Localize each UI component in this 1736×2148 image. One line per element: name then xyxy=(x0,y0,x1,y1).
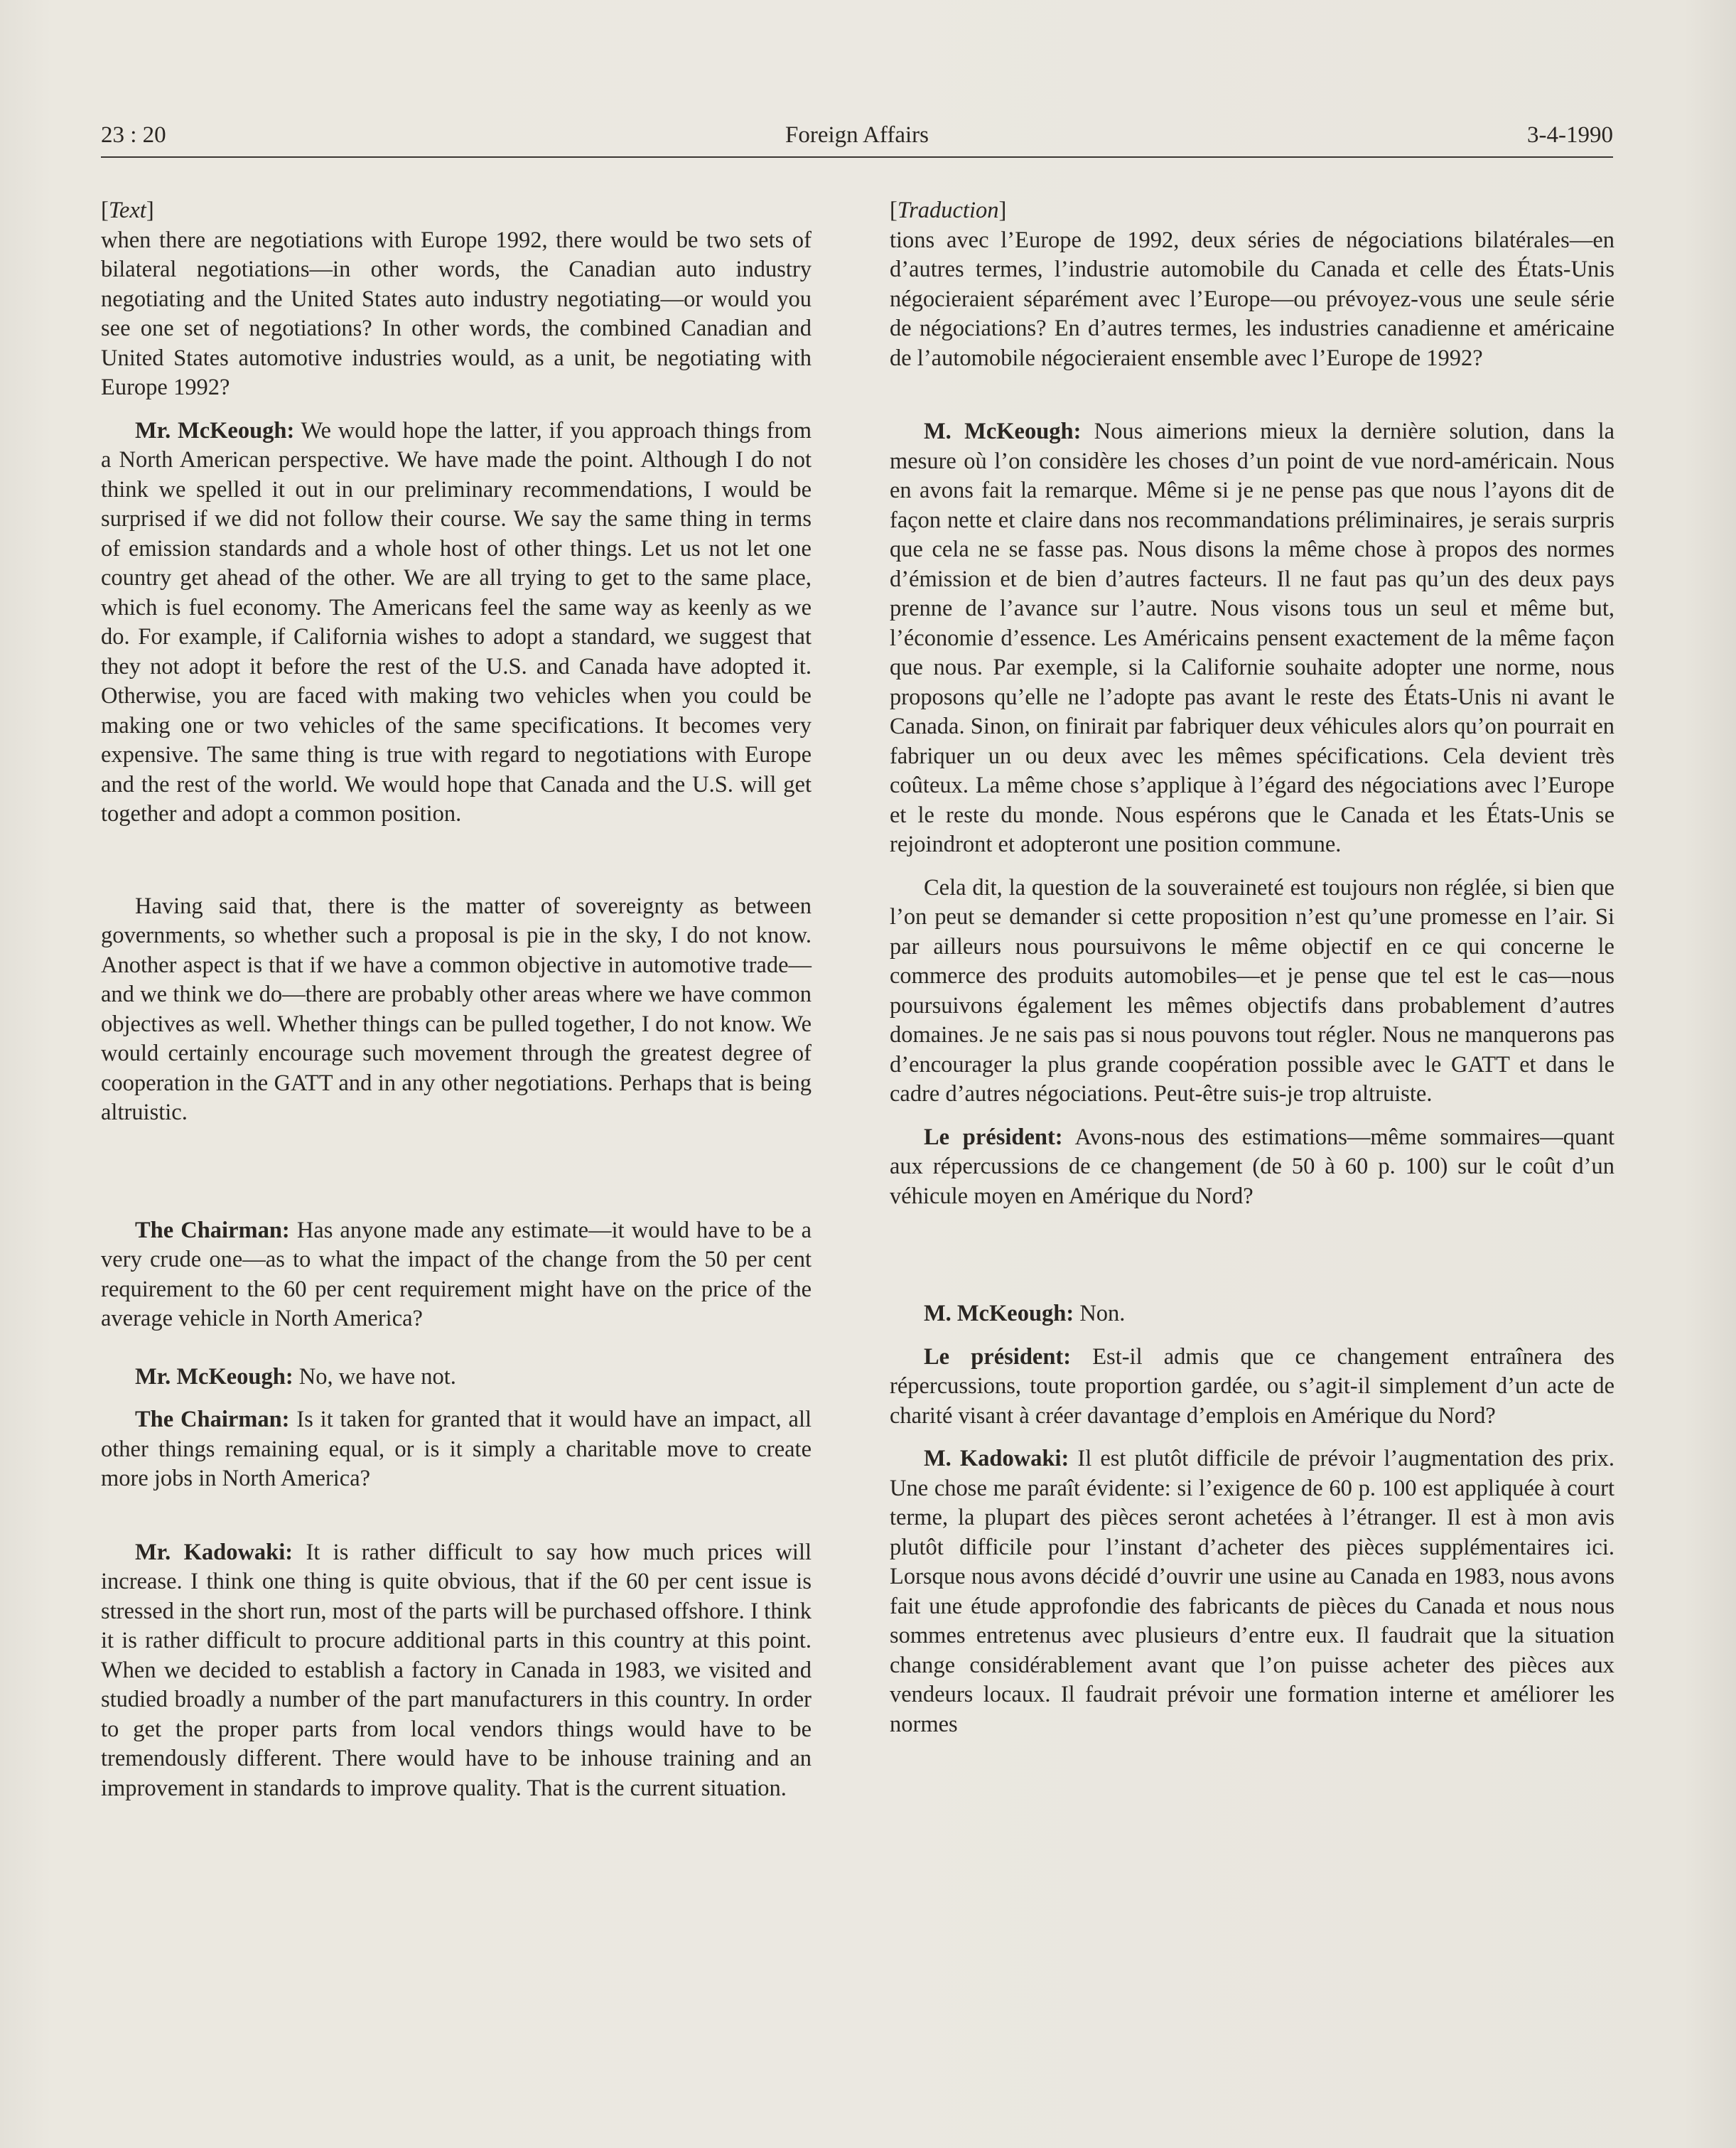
speaker-name: Mr. Kadowaki: xyxy=(135,1539,293,1565)
sitting-date: 3-4-1990 xyxy=(1527,122,1613,148)
paragraph: tions avec l’Europe de 1992, deux séries de négociations bilatérales—en d’autres termes, l’industrie automobile du Canada et celle des États-Unis négocieraient séparément avec l’Europe—ou prévoyez-vous une seule série de négociations? En d’autres termes, les industries canadienne et américaine de l’automobile négocieraient ensemble avec l’Europe de 1992? xyxy=(890,227,1614,371)
speaker-name: M. Kadowaki: xyxy=(924,1446,1069,1471)
header-rule xyxy=(101,156,1613,158)
speaker-name: The Chairman: xyxy=(135,1217,290,1243)
english-column xyxy=(101,196,812,1803)
speaker-name: The Chairman: xyxy=(135,1407,290,1432)
paragraph: Having said that, there is the matter of sovereignty as between governments, so whether such a proposal is pie in the sky, I do not know. Another aspect is that if we have a common objective in automotive trade—and we think we do—there are probably other areas where we have common objectives as well. Whether things can be pulled together, I do not know. We would certainly encourage such movement through the greatest degree of cooperation in the GATT and in any other negotiations. Perhaps that is being altruistic. xyxy=(101,893,812,1125)
page-number: 23 : 20 xyxy=(101,122,166,148)
paragraph: The Chairman: Has anyone made any estimate—it would have to be a very crude one—as to what the impact of the change from the 50 per cent requirement to the 60 per cent requirement might have on the price of the average vehicle in North America? xyxy=(101,1217,812,1331)
column-label: [Traduction] xyxy=(890,198,1007,223)
paragraph: Mr. McKeough: No, we have not. xyxy=(135,1363,456,1390)
paragraph: M. McKeough: Non. xyxy=(924,1301,1126,1326)
paragraph: Le président: Est-il admis que ce changement entraînera des répercussions, toute proportion gardée, ou s’agit-il simplement d’un acte de charité visant à créer davantage d’emplois en Amérique du Nord? xyxy=(890,1343,1614,1429)
speaker-name: Le président: xyxy=(924,1343,1072,1370)
column-label: [Text] xyxy=(101,198,154,223)
paragraph: Mr. McKeough: We would hope the latter, if you approach things from a North American perspective. We have made the point. Although I do not think we spelled it out in our preliminary recommendations, I would be surprised if we did not follow their course. We say the same thing in terms of emission standards and a whole host of other things. Let us not let one country get ahead of the other. We are all trying to get to the same place, which is fuel economy. The Americans feel the same way as keenly as we do. For example, if California wishes to adopt a standard, we suggest that they not adopt it before the rest of the U.S. and Canada have adopted it. Otherwise, you are faced with making two vehicles when you could be making one or two vehicles of the same specifications. It becomes very expensive. The same thing is true with regard to negotiations with Europe and the rest of the world. We would hope that Canada and the U.S. will get together and adopt a common position. xyxy=(101,417,812,827)
page-header xyxy=(101,122,1613,156)
paragraph: Le président: Avons-nous des estimations—même sommaires—quant aux répercussions de ce changement (de 50 à 60 p. 100) sur le coût d’un véhicule moyen en Amérique du Nord? xyxy=(890,1124,1614,1209)
paragraph: Mr. Kadowaki: It is rather difficult to say how much prices will increase. I think one thing is quite obvious, that if the 60 per cent issue is stressed in the short run, most of the parts will be purchased offshore. I think it is rather difficult to procure additional parts in this country at this point. When we decided to establish a factory in Canada in 1983, we visited and studied broadly a number of the part manufacturers in this country. In order to get the proper parts from local vendors things would have to be tremendously different. There would have to be inhouse training and an improvement in standards to improve quality. That is the current situation. xyxy=(101,1539,812,1801)
paragraph: M. Kadowaki: Il est plutôt difficile de prévoir l’augmentation des prix. Une chose me paraît évidente: si l’exigence de 60 p. 100 est appliquée à court terme, la plupart des pièces seront achetées à l’étranger. Il est à mon avis plutôt difficile pour l’instant d’acheter des pièces supplémentaires ici. Lorsque nous avons décidé d’ouvrir une usine au Canada en 1983, nous avons fait une étude approfondie des fabricants de pièces du Canada et nous nous sommes entretenus avec plusieurs d’entre eux. Il faudrait que la situation change considérablement avant que l’on puisse acheter des pièces aux vendeurs locaux. Il faudrait prévoir une formation interne et améliorer les normes xyxy=(890,1446,1614,1737)
paragraph: Cela dit, la question de la souveraineté est toujours non réglée, si bien que l’on peut se demander si cette proposition n’est qu’une promesse en l’air. Si par ailleurs nous poursuivons le même objectif en ce qui concerne le commerce des produits automobiles—et je pense que tel est le cas—nous poursuivons également les mêmes objectifs dans probablement d’autres domaines. Je ne sais pas si nous pouvons tout régler. Nous ne manquerons pas d’encourager la plus grande coopération possible avec le GATT et dans le cadre d’autres négociations. Peut-être suis-je trop altruiste. xyxy=(890,874,1614,1107)
paragraph: when there are negotiations with Europe 1992, there would be two sets of bilateral negotiations—in other words, the Canadian auto industry negotiating and the United States auto industry negotiating—or would you see one set of negotiations? In other words, the combined Canadian and United States automotive industries would, as a unit, be negotiating with Europe 1992? xyxy=(101,227,812,400)
committee-name: Foreign Affairs xyxy=(785,122,929,148)
paragraph: The Chairman: Is it taken for granted that it would have an impact, all other things remaining equal, or is it simply a charitable move to create more jobs in North America? xyxy=(101,1407,812,1491)
speaker-name: Le président: xyxy=(924,1124,1063,1150)
french-column xyxy=(890,196,1614,1739)
paragraph: M. McKeough: Nous aimerions mieux la dernière solution, dans la mesure où l’on considère les choses d’un point de vue nord-américain. Nous en avons fait la remarque. Même si je ne pense pas que nous l’ayons dit de façon nette et claire dans nos recommandations préliminaires, je serais surpris que cela ne se fasse pas. Nous disons la même chose à propos des normes d’émission et de bien d’autres facteurs. Il ne faut pas qu’un des deux pays prenne de l’avance sur l’autre. Nous visons tous un seul et même but, l’économie d’essence. Les Américains pensent exactement de la même façon que nous. Par exemple, si la Californie souhaite adopter une norme, nous proposons qu’elle ne l’adopte pas avant le reste des États-Unis ni avant le Canada. Sinon, on finirait par fabriquer deux véhicules alors qu’on pourrait en fabriquer un ou deux avec les mêmes spécifications. Cela devient très coûteux. La même chose s’applique à l’égard des négociations avec l’Europe et le reste du monde. Nous espérons que le Canada et les États-Unis se rejoindront et adopteront une position commune. xyxy=(890,419,1615,857)
speaker-name: Mr. McKeough: xyxy=(135,417,295,444)
speaker-name: Mr. McKeough: xyxy=(135,1363,293,1390)
speaker-name: M. McKeough: xyxy=(924,1301,1074,1326)
speaker-name: M. McKeough: xyxy=(924,419,1082,444)
